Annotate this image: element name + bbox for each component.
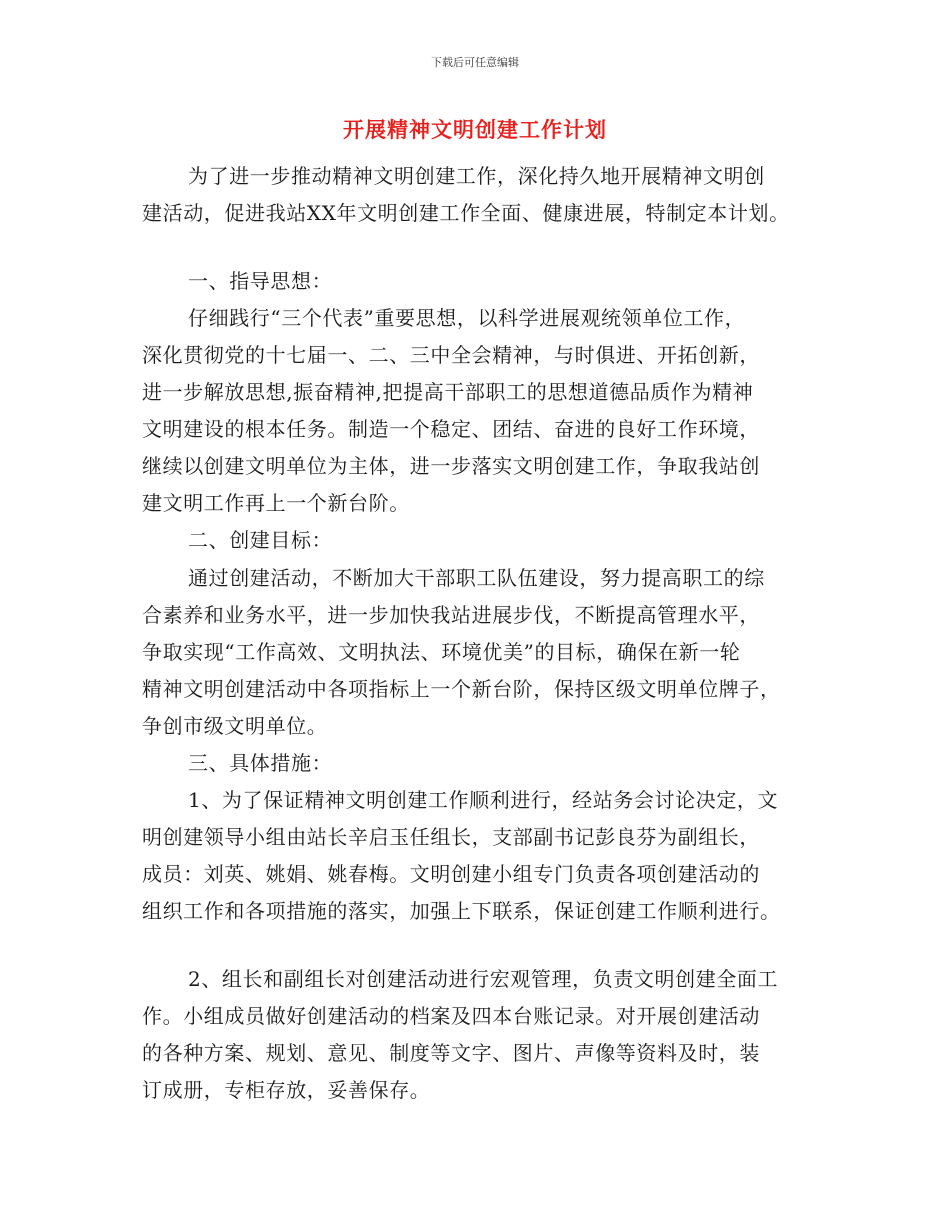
paragraph-line: 通过创建活动，不断加大干部职工队伍建设，努力提高职工的综 (188, 566, 765, 590)
paragraph-line: 成员：刘英、姚娟、姚春梅。文明创建小组专门负责各项创建活动的 (142, 862, 760, 886)
paragraph-line: 进一步解放思想,振奋精神,把提高干部职工的思想道德品质作为精神 (142, 380, 754, 404)
paragraph-line: 组织工作和各项措施的落实，加强上下联系，保证创建工作顺利进行。 (142, 899, 781, 923)
paragraph-line: 的各种方案、规划、意见、制度等文字、图片、声像等资料及时，装 (142, 1041, 760, 1065)
paragraph-line: 作。小组成员做好创建活动的档案及四本台账记录。对开展创建活动 (142, 1004, 760, 1028)
paragraph-line: 为了进一步推动精神文明创建工作，深化持久地开展精神文明创 (188, 164, 765, 188)
paragraph-line: 合素养和业务水平，进一步加快我站进展步伐，不断提高管理水平， (142, 603, 760, 627)
paragraph-line: 争取实现“工作高效、文明执法、环境优美”的目标，确保在新一轮 (142, 640, 741, 664)
paragraph-line: 1、为了保证精神文明创建工作顺利进行，经站务会讨论决定，文 (188, 788, 779, 812)
paragraph-line: 建活动，促进我站XX年文明创建工作全面、健康进展，特制定本计划。 (142, 201, 790, 225)
section-heading: 二、创建目标： (188, 528, 333, 552)
paragraph-line: 仔细践行“三个代表”重要思想，以科学进展观统领单位工作， (188, 306, 746, 330)
paragraph-line: 明创建领导小组由站长辛启玉任组长，支部副书记彭良芬为副组长， (142, 825, 760, 849)
paragraph-line: 文明建设的根本任务。制造一个稳定、团结、奋进的良好工作环境， (142, 417, 760, 441)
paragraph-line: 继续以创建文明单位为主体，进一步落实文明创建工作，争取我站创 (142, 454, 760, 478)
paragraph-line: 争创市级文明单位。 (142, 714, 328, 738)
header-note: 下载后可任意编辑 (431, 56, 519, 69)
paragraph-line: 建文明工作再上一个新台阶。 (142, 491, 410, 515)
page-title: 开展精神文明创建工作计划 (343, 118, 607, 142)
paragraph-line: 深化贯彻党的十七届一、二、三中全会精神，与时俱进、开拓创新， (142, 343, 760, 367)
section-heading: 一、指导思想： (188, 269, 333, 293)
section-heading: 三、具体措施： (188, 751, 333, 775)
paragraph-line: 订成册，专柜存放，妥善保存。 (142, 1078, 431, 1102)
paragraph-line: 精神文明创建活动中各项指标上一个新台阶，保持区级文明单位牌子， (142, 677, 781, 701)
paragraph-line: 2、组长和副组长对创建活动进行宏观管理，负责文明创建全面工 (188, 967, 779, 991)
